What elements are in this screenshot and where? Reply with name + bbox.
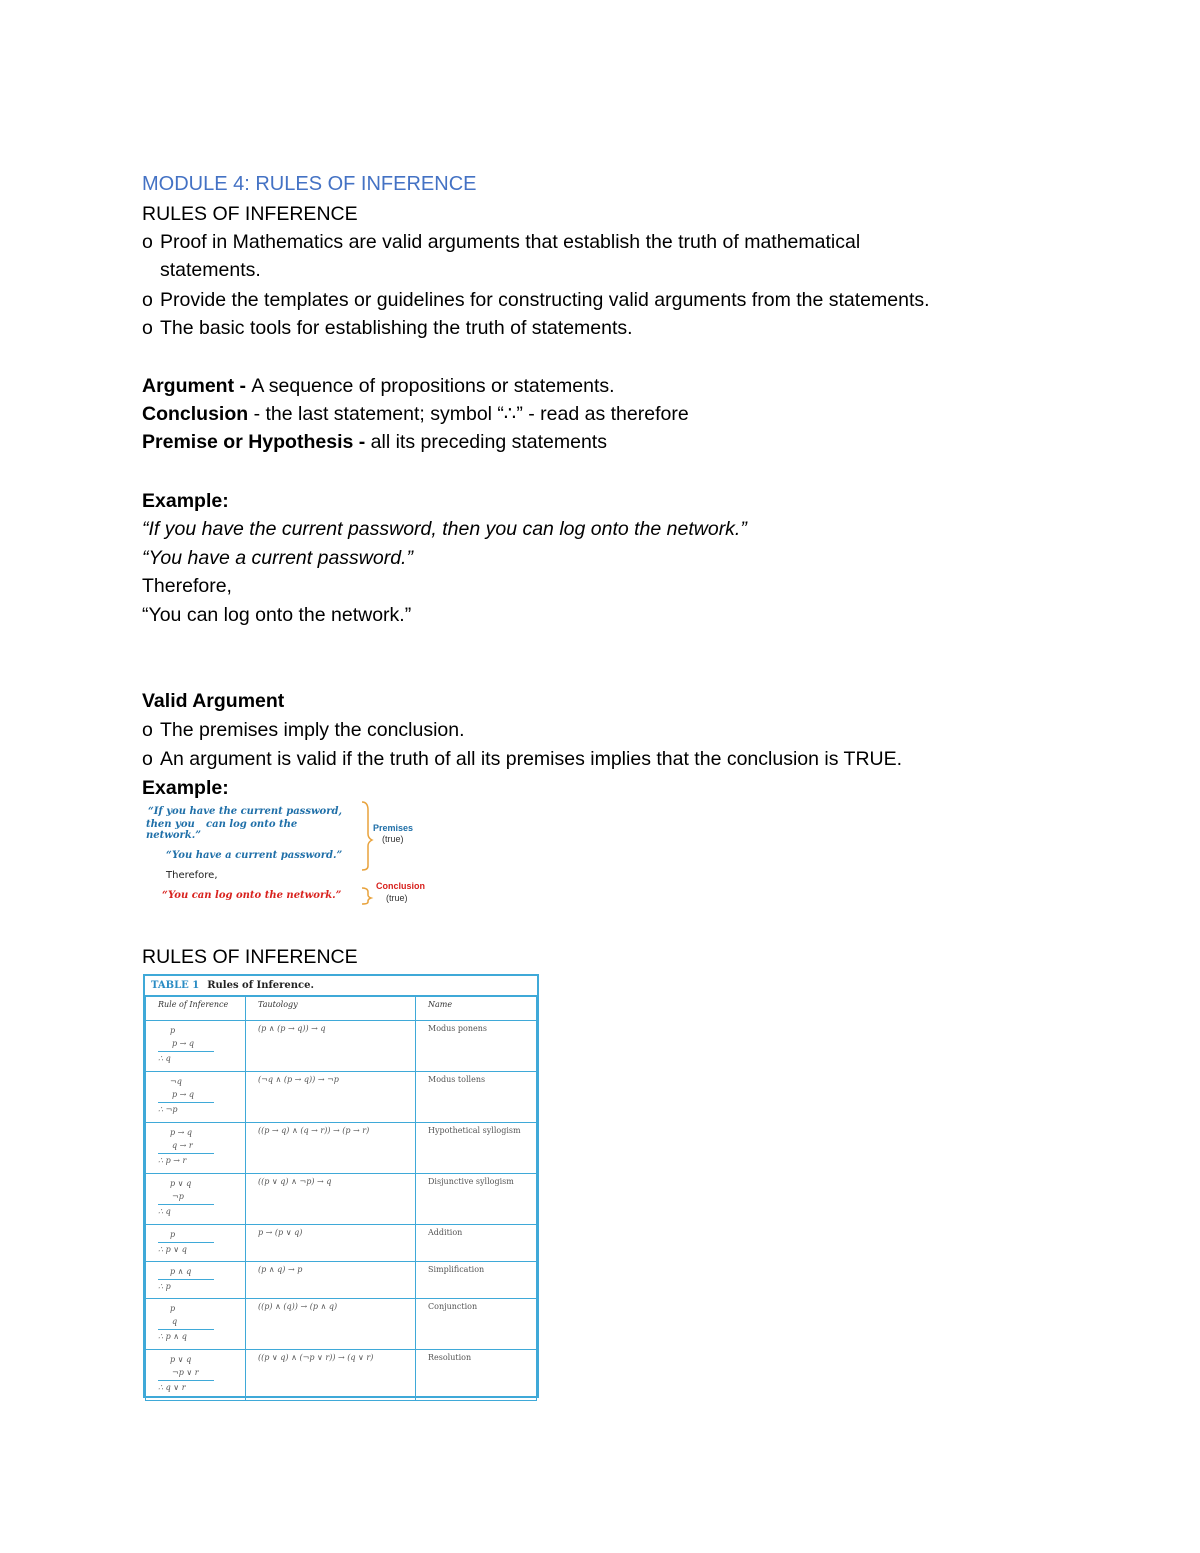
premise-text: p → q [172,1039,195,1048]
premise-text: q → r [172,1141,193,1150]
rule-cell [146,1123,246,1174]
premise-text: p → q [172,1090,195,1099]
premise-text: p → q [170,1128,193,1137]
conclusion-sub: (true) [386,893,408,903]
table-header-row [146,997,537,1021]
rules-table-grid [145,996,537,1401]
figure-premise-line: network.” [146,830,201,841]
figure-premise-line: then you [146,819,195,830]
conclusion-text: ∴ p ∨ q [158,1242,214,1256]
tautology-cell: (p ∧ (p → q)) → q [246,1021,416,1072]
table-caption: TABLE 1 Rules of Inference. [145,976,537,996]
premises-sub: (true) [382,834,404,844]
tautology-cell: (p ∧ q) → p [246,1262,416,1299]
table-row [146,1123,537,1174]
rule-name-cell: Modus tollens [416,1072,537,1123]
rule-cell [146,1174,246,1225]
premise-text: p ∨ q [170,1179,192,1188]
premises-label: Premises [373,823,414,833]
bullet-item: o The basic tools for establishing the truth of statements. [142,317,633,339]
rule-name-cell: Conjunction [416,1299,537,1350]
conclusion-label: Conclusion [376,881,425,891]
column-header: Rule of Inference [146,997,246,1021]
example-label: Example: [142,490,229,512]
figure-conclusion-line: “You can log onto the network.” [162,890,342,901]
table-row [146,1350,537,1401]
conclusion-text: ∴ q [158,1051,214,1065]
column-header: Name [416,997,537,1021]
conclusion-text: ∴ p [158,1279,214,1293]
rule-name-cell: Disjunctive syllogism [416,1174,537,1225]
section-heading: RULES OF INFERENCE [142,203,358,225]
rule-cell [146,1225,246,1262]
bullet-item: o Provide the templates or guidelines for constructing valid arguments from the statements. [142,289,930,311]
figure-premise-line: “You have a current password.” [166,850,343,861]
rule-cell [146,1299,246,1350]
premise-text: p [170,1230,176,1239]
bullet-icon: o [142,289,153,311]
rule-cell [146,1262,246,1299]
premise-text: p [170,1026,176,1035]
rule-name-cell: Simplification [416,1262,537,1299]
tautology-cell: (¬q ∧ (p → q)) → ¬p [246,1072,416,1123]
example-line: “If you have the current password, then you can log onto the network.” [142,518,747,540]
table-row [146,1174,537,1225]
conclusion-text: ∴ q [158,1204,214,1218]
column-header: Tautology [246,997,416,1021]
figure-premise-line: can log onto the [206,819,298,830]
premise-text: ¬p ∨ r [172,1368,199,1377]
rule-cell [146,1021,246,1072]
tautology-cell: p → (p ∨ q) [246,1225,416,1262]
tautology-cell: ((p) ∧ (q)) → (p ∧ q) [246,1299,416,1350]
definition-argument: Argument - A sequence of propositions or statements. [142,375,615,397]
tautology-cell: ((p → q) ∧ (q → r)) → (p → r) [246,1123,416,1174]
example-line: “You can log onto the network.” [142,604,412,626]
conclusion-text: ∴ q ∨ r [158,1380,214,1394]
bullet-item: o The premises imply the conclusion. [142,719,465,741]
bullet-icon: o [142,748,153,770]
premise-text: p [170,1304,176,1313]
table-row [146,1072,537,1123]
bullet-icon: o [142,317,153,339]
bullet-icon: o [142,231,153,253]
brace-icon [358,800,378,906]
argument-figure [142,798,442,908]
rule-name-cell: Hypothetical syllogism [416,1123,537,1174]
figure-therefore: Therefore, [166,870,218,881]
rule-name-cell: Modus ponens [416,1021,537,1072]
example-line: Therefore, [142,575,232,597]
module-title: MODULE 4: RULES OF INFERENCE [142,173,477,195]
example-label: Example: [142,777,229,799]
table-row [146,1299,537,1350]
example-line: “You have a current password.” [142,547,413,569]
definition-conclusion: Conclusion - the last statement; symbol “∴” - read as therefore [142,403,689,425]
premise-text: ¬q [170,1077,182,1086]
premise-text: p ∧ q [170,1267,192,1276]
premise-text: p ∨ q [170,1355,192,1364]
rules-table [143,974,539,1398]
conclusion-text: ∴ p → r [158,1153,214,1167]
definition-premise: Premise or Hypothesis - all its preceding statements [142,431,607,453]
figure-premise-line: “If you have the current password, [148,806,342,817]
conclusion-text: ∴ p ∧ q [158,1329,214,1343]
bullet-icon: o [142,719,153,741]
rule-cell [146,1072,246,1123]
rule-name-cell: Addition [416,1225,537,1262]
rule-name-cell: Resolution [416,1350,537,1401]
tautology-cell: ((p ∨ q) ∧ (¬p ∨ r)) → (q ∨ r) [246,1350,416,1401]
valid-argument-heading: Valid Argument [142,690,285,712]
bullet-item: o An argument is valid if the truth of all its premises implies that the conclusion is TRUE. [142,748,903,770]
bullet-item: o Proof in Mathematics are valid arguments that establish the truth of mathematical [142,231,861,253]
conclusion-text: ∴ ¬p [158,1102,214,1116]
table-row [146,1021,537,1072]
tautology-cell: ((p ∨ q) ∧ ¬p) → q [246,1174,416,1225]
premise-text: q [172,1317,178,1326]
rule-cell [146,1350,246,1401]
table-row [146,1225,537,1262]
section-heading: RULES OF INFERENCE [142,946,358,968]
table-row [146,1262,537,1299]
bullet-continuation: statements. [160,259,261,281]
premise-text: ¬p [172,1192,184,1201]
